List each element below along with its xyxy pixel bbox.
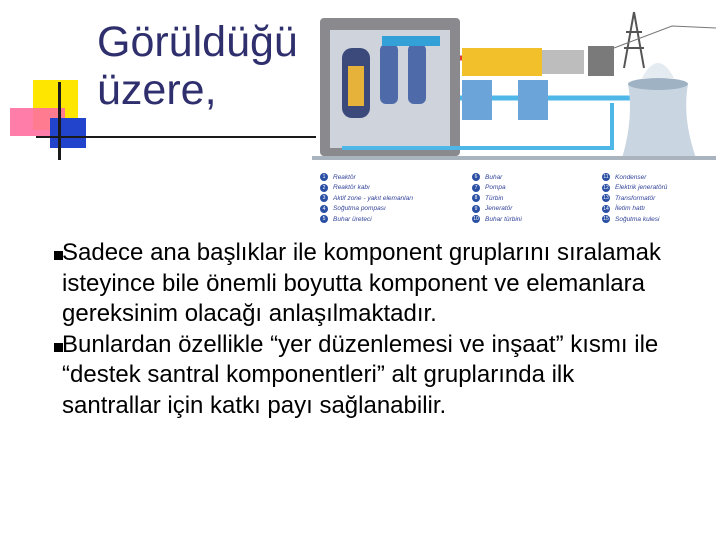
decor-vertical-line [58,82,61,160]
legend-label: İletim hattı [615,205,645,213]
legend-label: Pompa [485,184,506,192]
slide-title: Görüldüğü üzere, [97,18,298,114]
legend-label: Buhar [485,173,503,181]
nuclear-plant-diagram [312,8,716,223]
legend-label: Soğutma pompası [333,205,386,213]
legend-number: 1 [320,173,328,181]
legend-column-2 [472,172,522,225]
legend-label: Kondenser [615,173,647,181]
legend-label: Elektrik jeneratörü [615,184,668,192]
legend-label: Reaktör kabı [333,184,370,192]
legend-number: 7 [472,184,480,192]
steam-generator-left [380,44,398,104]
legend-item [472,172,522,183]
condenser [462,80,492,120]
legend-number: 2 [320,184,328,192]
legend-item [602,183,667,194]
legend-number: 9 [472,205,480,213]
legend-item [320,172,413,183]
legend-number: 4 [320,205,328,213]
legend-label: Soğutma kulesi [615,215,660,223]
legend-number: 10 [473,216,479,223]
legend-column-3 [602,172,667,225]
legend-label: Reaktör [333,173,356,181]
generator [542,50,584,74]
legend-item [602,172,667,183]
legend-label: Aktif zone - yakıt elemanları [333,194,414,202]
legend-number: 8 [472,194,480,202]
bullet-text: Bunlardan özellikle “yer düzenlemesi ve inşaat” kısmı ile “destek santral komponentleri” alt gruplarında ilk santrallar için katkı payı sağlanabilir. [62,330,659,419]
legend-number: 3 [320,194,328,202]
plant-illustration [312,8,716,168]
legend-column-1 [320,172,413,225]
transformer [588,46,614,76]
legend-item [320,214,413,225]
decor-blue-block [50,118,86,148]
legend-number: 13 [603,195,609,202]
legend-item [602,214,667,225]
legend-item [320,204,413,215]
legend-label: Buhar türbini [485,215,522,223]
bullet-text: Sadece ana başlıklar ile komponent gruplarını sıralamak isteyince bile önemli boyutta komponent ve elemanlara gereksinim olacağı anlaşılmaktadır. [62,239,661,327]
bullet-item [54,238,674,330]
legend-number: 14 [603,205,609,212]
legend-item [472,183,522,194]
legend-item [472,193,522,204]
legend-number: 5 [320,215,328,223]
legend-item [472,214,522,225]
legend-item [602,193,667,204]
legend-number: 15 [603,216,609,223]
legend-label: Transformatör [615,194,656,202]
cooling-tower [622,84,696,158]
legend-label: Buhar üreteci [333,215,372,223]
legend-number: 12 [603,184,609,191]
bullet-list [54,238,674,421]
legend-item [602,204,667,215]
turbine [462,48,542,76]
legend-item [320,183,413,194]
bullet-item [54,330,674,422]
legend-label: Türbin [485,194,504,202]
legend-number: 11 [603,174,609,181]
steam-generator-right [408,44,426,104]
legend-label: Jeneratör [485,205,513,213]
title-underline [36,136,316,138]
legend-item [472,204,522,215]
legend-number: 6 [472,173,480,181]
legend-item [320,193,413,204]
